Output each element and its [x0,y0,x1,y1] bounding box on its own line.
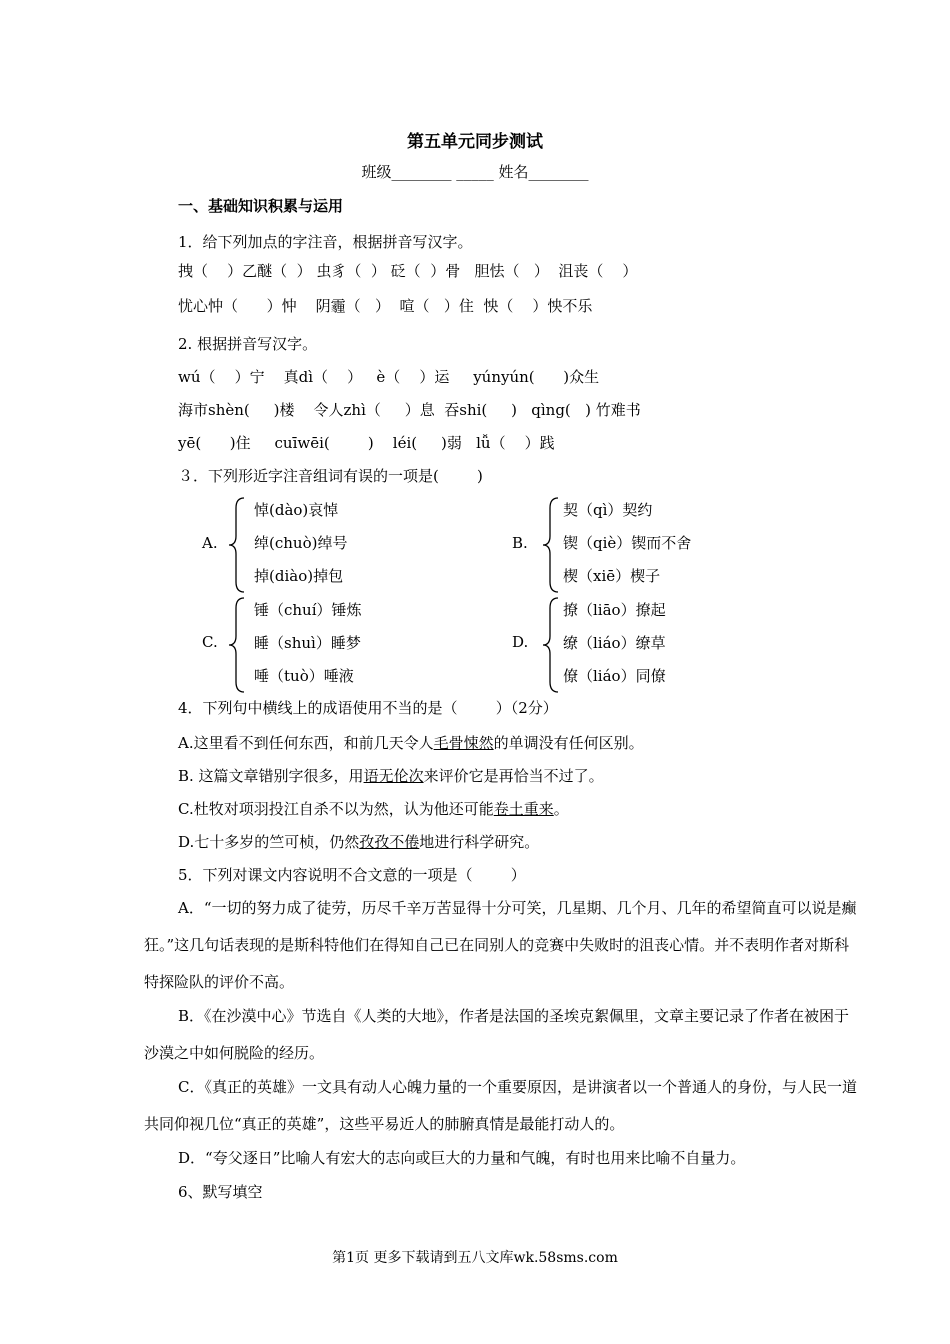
q2-row2: 海市shèn( )楼 令人zhì（ ）息 吞shi( ) qìng( ) 竹难书 [178,401,641,419]
q1-row1: 拽（ ）乙醚（ ） 虫豸（ ） 砭（ ）骨 胆怯（ ） 沮丧（ ） [178,262,638,280]
q4-b-text: 来评价它是再恰当不过了。 [423,767,604,785]
q4-c-text: 。 [553,800,569,818]
q3-b-item: 锲（qiè）锲而不舍 [563,534,692,552]
q3-d-item: 缭（liáo）缭草 [563,634,666,652]
q5-option-b: B．《在沙漠中心》节选自《人类的大地》，作者是法国的圣埃克絮佩里，文章主要记录了作者在被困于沙漠之中如何脱险的经历。 [144,1007,850,1062]
q5-option-d: D．“夸父逐日”比喻人有宏大的志向或巨大的力量和气魄，有时也用来比喻不自量力。 [178,1149,746,1167]
q1-stem: 1．给下列加点的字注音，根据拼音写汉字。 [178,233,473,251]
brace-icon [542,496,560,594]
q4-b-text: B. 这篇文章错别字很多，用 [178,767,364,785]
section-heading: 一、基础知识积累与运用 [178,197,344,215]
q4-a-text: 的单调没有任何区别。 [493,734,644,752]
q4-d-text: D.七十多岁的竺可桢，仍然 [178,833,360,851]
q4-b-idiom: 语无伦次 [363,767,424,785]
q5-option-c: C．《真正的英雄》一文具有动人心魄力量的一个重要原因，是讲演者以一个普通人的身份，与人民一道共同仰视几位“真正的英雄”，这些平易近人的肺腑真情是最能打动人的。 [144,1078,857,1133]
q4-option-c [178,799,569,819]
q3-c-item: 唾（tuò）唾液 [254,667,354,685]
q4-d-idiom: 孜孜不倦 [359,833,420,851]
q3-stem: ３．下列形近字注音组词有误的一项是( ) [178,467,483,485]
brace-icon [228,496,246,594]
q5-option-a: A．“一切的努力成了徒劳，历尽千辛万苦显得十分可笑，几星期、几个月、几年的希望简直可以说是癫狂。”这几句话表现的是斯科特他们在得知自己已在同别人的竞赛中失败时的沮丧心情。并不表明作者对斯科特探险队的评价不高。 [144,899,857,991]
q3-a-item: 绰(chuò)绰号 [254,534,348,552]
q4-c-idiom: 卷土重来 [493,800,554,818]
q3-a-item: 掉(diào)掉包 [254,567,344,585]
q3-option-c-label: C. [202,633,218,651]
q3-d-item: 僚（liáo）同僚 [563,667,666,685]
brace-icon [542,596,560,694]
q3-a-item: 悼(dào)哀悼 [254,501,339,519]
q3-b-item: 楔（xiē）楔子 [563,567,661,585]
q4-option-a [178,733,644,753]
page-title: 第五单元同步测试 [407,132,543,152]
q4-option-b [178,766,604,786]
q4-a-text: A.这里看不到任何东西，和前几天令人 [178,734,434,752]
q5-stem: 5．下列对课文内容说明不合文意的一项是（ ） [178,866,526,884]
q3-option-b-label: B. [512,534,528,552]
q4-option-d [178,832,539,852]
q4-a-idiom: 毛骨悚然 [433,734,494,752]
brace-icon [228,596,246,694]
q3-option-d-label: D. [512,633,529,651]
q2-stem: 2. 根据拼音写汉字。 [178,335,318,353]
q3-d-item: 撩（liāo）撩起 [563,601,666,619]
q4-c-text: C.杜牧对项羽投江自杀不以为然，认为他还可能 [178,800,494,818]
q4-stem: 4．下列句中横线上的成语使用不当的是（ ）（2分） [178,699,558,717]
q3-b-item: 契（qì）契约 [563,501,653,519]
class-name-line: 班级________ _____ 姓名________ [361,163,589,181]
q3-option-a-label: A. [202,534,218,552]
page-footer: 第1页 更多下载请到五八文库wk.58sms.com [332,1250,618,1266]
q1-row2: 忧心忡（ ）忡 阴霾（ ） 喧（ ）住 怏（ ）怏不乐 [178,297,593,315]
q2-row3: yē( )住 cuīwēi( ) léi( )弱 lǚ（ ）践 [178,434,555,452]
q4-d-text: 地进行科学研究。 [419,833,540,851]
q2-row1: wú（ ）宁 真dì（ ） è（ ）运 yúnyún( )众生 [178,368,600,386]
q3-c-item: 睡（shuì）睡梦 [254,634,361,652]
q6-stem: 6、默写填空 [178,1183,263,1201]
q3-c-item: 锤（chuí）锤炼 [254,601,362,619]
